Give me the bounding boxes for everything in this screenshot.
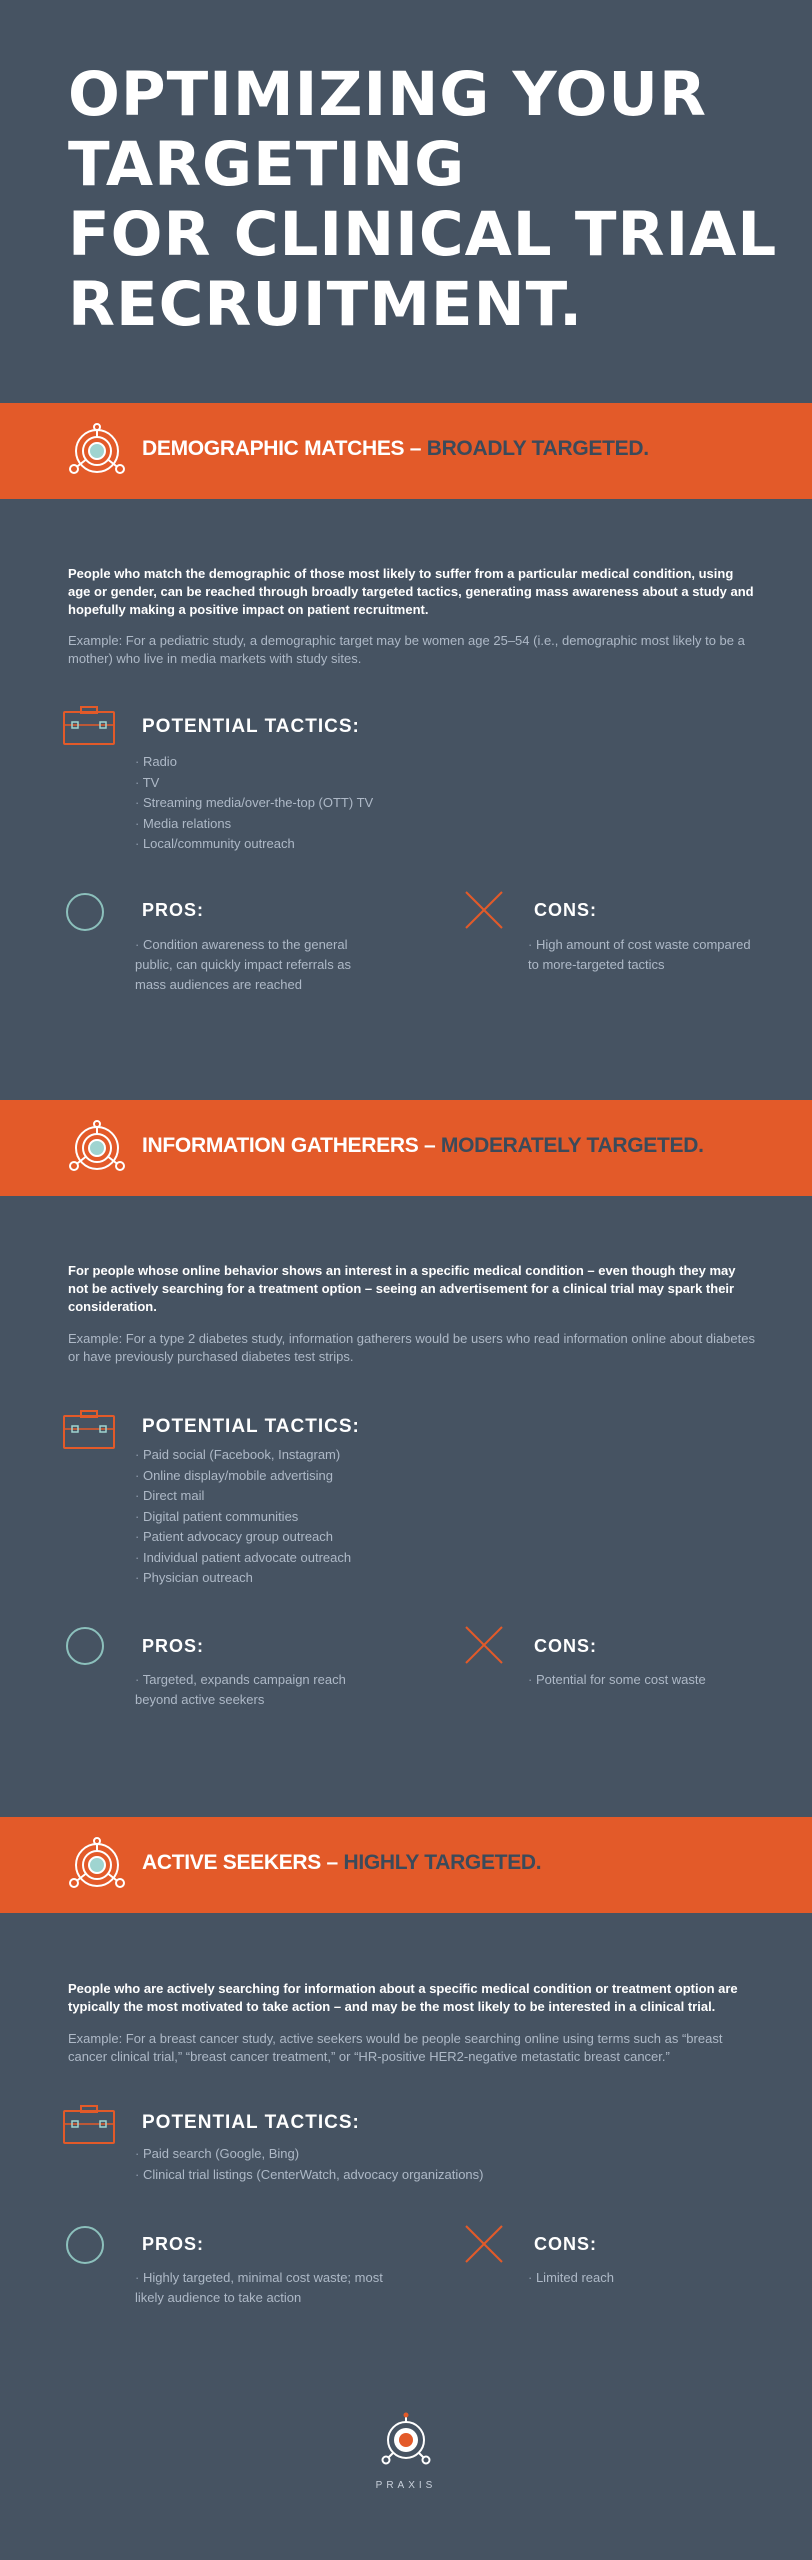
pros-text: · Condition awareness to the general public, can quickly impact referrals as mass audiences are reached: [135, 935, 385, 995]
list-item: · Patient advocacy group outreach: [135, 1527, 351, 1548]
pros-heading: PROS:: [142, 1636, 205, 1656]
list-item: · Clinical trial listings (CenterWatch, advocacy organizations): [135, 2165, 484, 2186]
circle-icon: [66, 1627, 104, 1665]
list-item: · Streaming media/over-the-top (OTT) TV: [135, 793, 373, 814]
title-line-4: RECRUITMENT.: [68, 269, 584, 340]
section-target-level: HIGHLY TARGETED.: [343, 1851, 542, 1874]
section-dash: –: [404, 437, 427, 460]
briefcase-icon: [62, 706, 116, 746]
target-radar-icon: [66, 1837, 128, 1893]
title-line-2: TARGETING: [68, 129, 466, 200]
list-item: · Paid social (Facebook, Instagram): [135, 1445, 351, 1466]
tactics-heading: POTENTIAL TACTICS:: [142, 2112, 360, 2133]
tactics-list: [135, 2144, 484, 2185]
cons-heading: CONS:: [534, 900, 597, 920]
section-intro: People who match the demographic of those most likely to suffer from a particular medical condition, using age or gender, can be reached through broadly targeted tactics, generating mass awareness about a study and hopefully making a positive impact on patient recruitment.: [68, 566, 754, 617]
cons-text: · Potential for some cost waste: [528, 1670, 758, 1690]
pros-heading: PROS:: [142, 2234, 205, 2254]
list-item: · Individual patient advocate outreach: [135, 1548, 351, 1569]
section-title: [142, 1134, 704, 1158]
list-item: · Paid search (Google, Bing): [135, 2144, 484, 2165]
section-name: DEMOGRAPHIC MATCHES: [142, 437, 405, 460]
section-dash: –: [321, 1851, 344, 1874]
title-line-1: OPTIMIZING YOUR: [68, 59, 707, 130]
x-icon: [464, 890, 504, 930]
section-target-level: MODERATELY TARGETED.: [440, 1134, 704, 1157]
section-banner-demographic: [0, 403, 812, 499]
section-example: Example: For a breast cancer study, active seekers would be people searching online using terms such as “breast cancer clinical trial,” “breast cancer treatment,” or “HR-positive HER2-negative metastatic breast cancer.”: [68, 2031, 723, 2064]
cons-text: · High amount of cost waste compared to more-targeted tactics: [528, 935, 758, 975]
title-line-3: FOR CLINICAL TRIAL: [68, 199, 778, 270]
pros-heading: PROS:: [142, 900, 205, 920]
pros-text: · Highly targeted, minimal cost waste; most likely audience to take action: [135, 2268, 405, 2308]
list-item: · Radio: [135, 752, 373, 773]
section-name: ACTIVE SEEKERS: [142, 1851, 322, 1874]
page-title: [68, 60, 788, 340]
briefcase-icon: [62, 2105, 116, 2145]
brand-wordmark: PRAXIS: [375, 2480, 437, 2491]
praxis-logo-icon: [378, 2412, 434, 2468]
target-radar-icon: [66, 1120, 128, 1176]
section-name: INFORMATION GATHERERS: [142, 1134, 419, 1157]
list-item: · Physician outreach: [135, 1568, 351, 1589]
list-item: · Media relations: [135, 814, 373, 835]
pros-text: · Targeted, expands campaign reach beyond active seekers: [135, 1670, 385, 1710]
circle-icon: [66, 893, 104, 931]
section-intro: For people whose online behavior shows an interest in a specific medical condition – even though they may not be actively searching for a treatment option – seeing an advertisement for a clinical trial may spark their consideration.: [68, 1263, 736, 1314]
list-item: · Direct mail: [135, 1486, 351, 1507]
briefcase-icon: [62, 1410, 116, 1450]
target-radar-icon: [66, 423, 128, 479]
section-title: [142, 1851, 541, 1875]
cons-heading: CONS:: [534, 1636, 597, 1656]
tactics-list: [135, 752, 373, 855]
section-dash: –: [418, 1134, 441, 1157]
tactics-list: [135, 1445, 351, 1589]
x-icon: [464, 1625, 504, 1665]
section-banner-information: [0, 1100, 812, 1196]
section-example: Example: For a type 2 diabetes study, information gatherers would be users who read information online about diabetes or have previously purchased diabetes test strips.: [68, 1331, 755, 1364]
cons-heading: CONS:: [534, 2234, 597, 2254]
section-intro: People who are actively searching for information about a specific medical condition or treatment option are typically the most motivated to take action – and may be the most likely to be interested in a clinical trial.: [68, 1981, 738, 2014]
section-target-level: BROADLY TARGETED.: [426, 437, 649, 460]
section-title: [142, 437, 649, 461]
tactics-heading: POTENTIAL TACTICS:: [142, 716, 360, 737]
list-item: · TV: [135, 773, 373, 794]
list-item: · Online display/mobile advertising: [135, 1466, 351, 1487]
section-example: Example: For a pediatric study, a demographic target may be women age 25–54 (i.e., demographic most likely to be a mother) who live in media markets with study sites.: [68, 633, 745, 666]
cons-text: · Limited reach: [528, 2268, 758, 2288]
list-item: · Digital patient communities: [135, 1507, 351, 1528]
section-banner-active: [0, 1817, 812, 1913]
list-item: · Local/community outreach: [135, 834, 373, 855]
circle-icon: [66, 2226, 104, 2264]
x-icon: [464, 2224, 504, 2264]
tactics-heading: POTENTIAL TACTICS:: [142, 1416, 360, 1437]
